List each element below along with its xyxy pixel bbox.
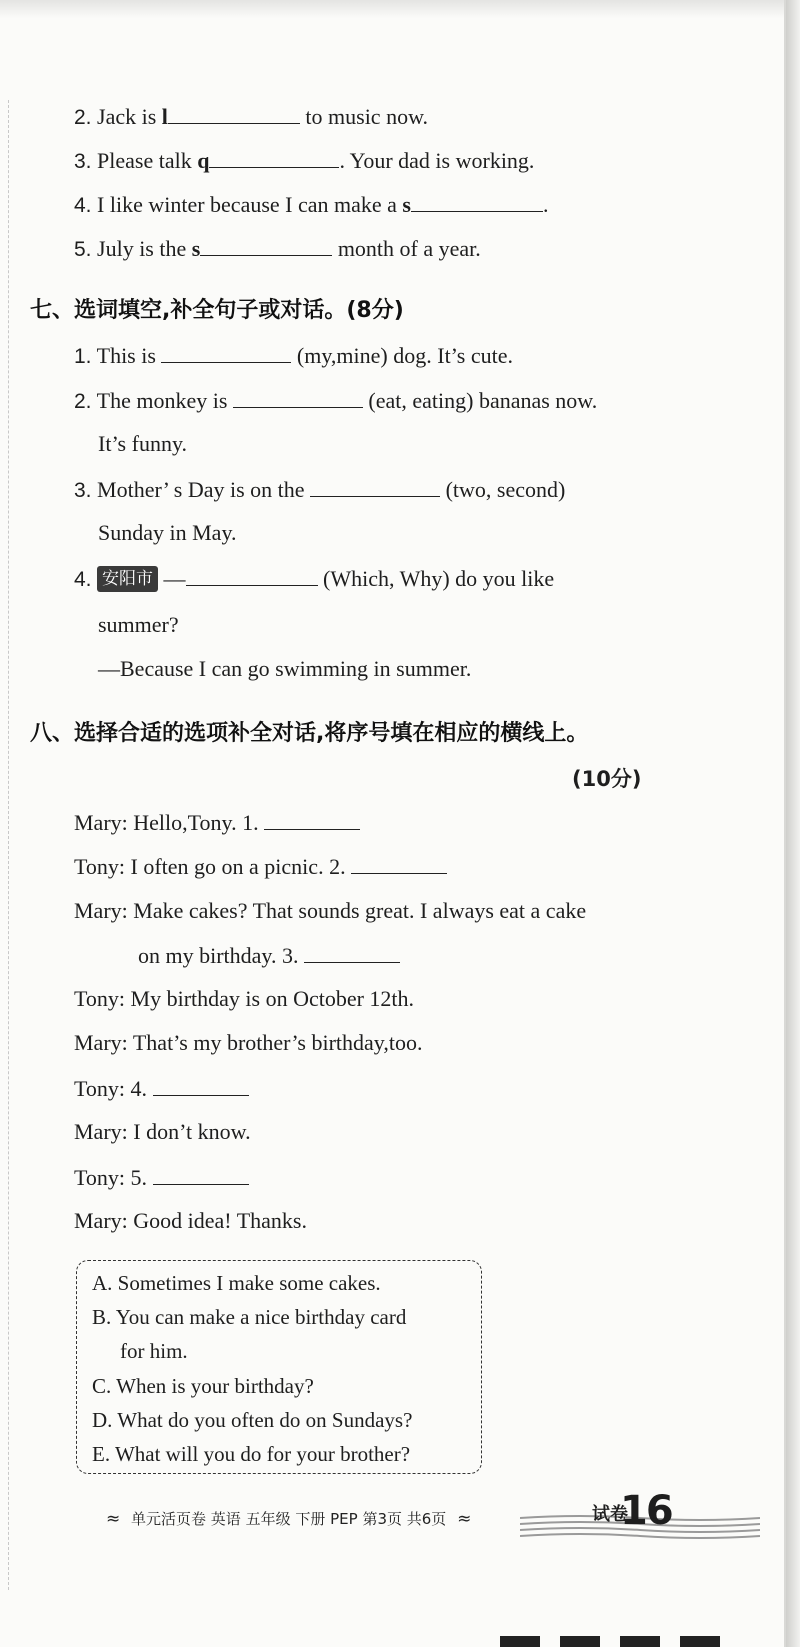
footer-info: [100, 1508, 477, 1529]
p7-q3-cont: Sunday in May.: [98, 520, 237, 545]
question-text: Mother’ s Day is on the: [97, 477, 305, 502]
wave-icon: ≈: [106, 1509, 121, 1529]
question-number: 5.: [74, 238, 92, 261]
binding-rule: [8, 100, 9, 1590]
option-b-cont: for him.: [120, 1339, 188, 1363]
question-text: (eat, eating) bananas now.: [368, 388, 598, 413]
answer-blank[interactable]: [168, 101, 300, 124]
question-text: (my,mine) dog. It’s cute.: [296, 343, 514, 368]
question-number: 2.: [74, 390, 92, 413]
option-d: D. What do you often do on Sundays?: [92, 1408, 413, 1432]
question-text: Jack is: [97, 104, 157, 129]
p6-q2: [74, 101, 428, 133]
question-number: 4.: [74, 568, 92, 591]
hint-letter: s: [191, 236, 201, 261]
bottom-mark: [500, 1636, 540, 1647]
part8-score: (10分): [572, 767, 642, 791]
answer-blank[interactable]: [153, 1073, 249, 1096]
wave-icon: ≈: [457, 1509, 472, 1529]
answer-blank[interactable]: [186, 563, 318, 586]
question-text: This is: [96, 343, 156, 368]
answer-blank[interactable]: [200, 233, 332, 256]
question-text: (Which, Why) do you like: [323, 566, 555, 591]
question-text: July is the: [97, 236, 187, 261]
question-text: The monkey is: [96, 388, 228, 413]
dialogue-line: Mary: I don’t know.: [74, 1119, 251, 1144]
p7-q2-cont: It’s funny.: [98, 431, 188, 456]
question-number: 4.: [74, 194, 92, 217]
answer-blank[interactable]: [209, 145, 339, 168]
answer-blank[interactable]: [161, 340, 291, 363]
page-top-shadow: [0, 0, 784, 18]
question-text: . Your dad is working.: [339, 148, 535, 173]
p7-q4-cont: summer?: [98, 612, 179, 637]
option-e: E. What will you do for your brother?: [92, 1442, 411, 1466]
p7-q4-answer: —Because I can go swimming in summer.: [98, 656, 472, 681]
p6-q3: [74, 145, 534, 177]
dialogue-line: [74, 851, 447, 882]
option-b: B. You can make a nice birthday card: [92, 1305, 407, 1329]
p7-q3: [74, 474, 565, 506]
p7-q4: [74, 563, 554, 595]
hint-letter: l: [161, 104, 168, 129]
page-right-shadow: [786, 0, 800, 1647]
dialogue-line: [138, 940, 400, 971]
dialogue-line: Mary: That’s my brother’s birthday,too.: [74, 1030, 423, 1055]
question-text: .: [542, 192, 549, 217]
question-number: 2.: [74, 106, 92, 129]
question-number: 3.: [74, 150, 92, 173]
hint-letter: q: [197, 148, 210, 173]
hint-letter: s: [402, 192, 411, 217]
part7-heading: 七、选词填空,补全句子或对话。(8分): [30, 298, 404, 323]
p7-q1: [74, 340, 513, 372]
dialogue-line: Tony: My birthday is on October 12th.: [74, 986, 415, 1011]
dialogue-line: [74, 1162, 249, 1193]
p6-q4: [74, 189, 548, 221]
question-number: 1.: [74, 345, 92, 368]
p7-q2: [74, 385, 597, 417]
p6-q5: [74, 233, 481, 265]
question-text: (two, second): [445, 477, 566, 502]
dialogue-text: Tony: I often go on a picnic. 2.: [74, 854, 346, 879]
option-a: A. Sometimes I make some cakes.: [92, 1271, 381, 1295]
paper-number: 16: [620, 1488, 672, 1534]
question-text: Please talk: [97, 148, 192, 173]
dialogue-text: on my birthday. 3.: [138, 943, 299, 968]
paper-label: 试卷: [592, 1504, 628, 1525]
dialogue-line: Mary: Make cakes? That sounds great. I always eat a cake: [74, 898, 587, 923]
dialogue-text: Mary: Hello,Tony. 1.: [74, 810, 259, 835]
dialogue-text: Tony: 4.: [74, 1076, 148, 1101]
answer-blank[interactable]: [304, 940, 400, 963]
bottom-mark: [560, 1636, 600, 1647]
bottom-mark: [620, 1636, 660, 1647]
answer-blank[interactable]: [153, 1162, 249, 1185]
region-badge: 安阳市: [97, 566, 158, 592]
answer-blank[interactable]: [264, 807, 360, 830]
dialogue-text: Tony: 5.: [74, 1165, 148, 1190]
dialogue-line: [74, 807, 360, 838]
answer-blank[interactable]: [233, 385, 363, 408]
dash: —: [163, 566, 186, 591]
part8-heading: 八、选择合适的选项补全对话,将序号填在相应的横线上。: [30, 721, 589, 746]
dialogue-line: Mary: Good idea! Thanks.: [74, 1208, 307, 1233]
answer-blank[interactable]: [351, 851, 447, 874]
question-text: to music now.: [305, 104, 429, 129]
option-c: C. When is your birthday?: [92, 1374, 314, 1398]
answer-blank[interactable]: [310, 474, 440, 497]
bottom-mark: [680, 1636, 720, 1647]
dialogue-line: [74, 1073, 249, 1104]
question-text: month of a year.: [337, 236, 481, 261]
answer-blank[interactable]: [411, 189, 543, 212]
question-number: 3.: [74, 479, 92, 502]
footer-text: 单元活页卷 英语 五年级 下册 PEP 第3页 共6页: [131, 1510, 447, 1528]
question-text: I like winter because I can make a: [97, 192, 397, 217]
